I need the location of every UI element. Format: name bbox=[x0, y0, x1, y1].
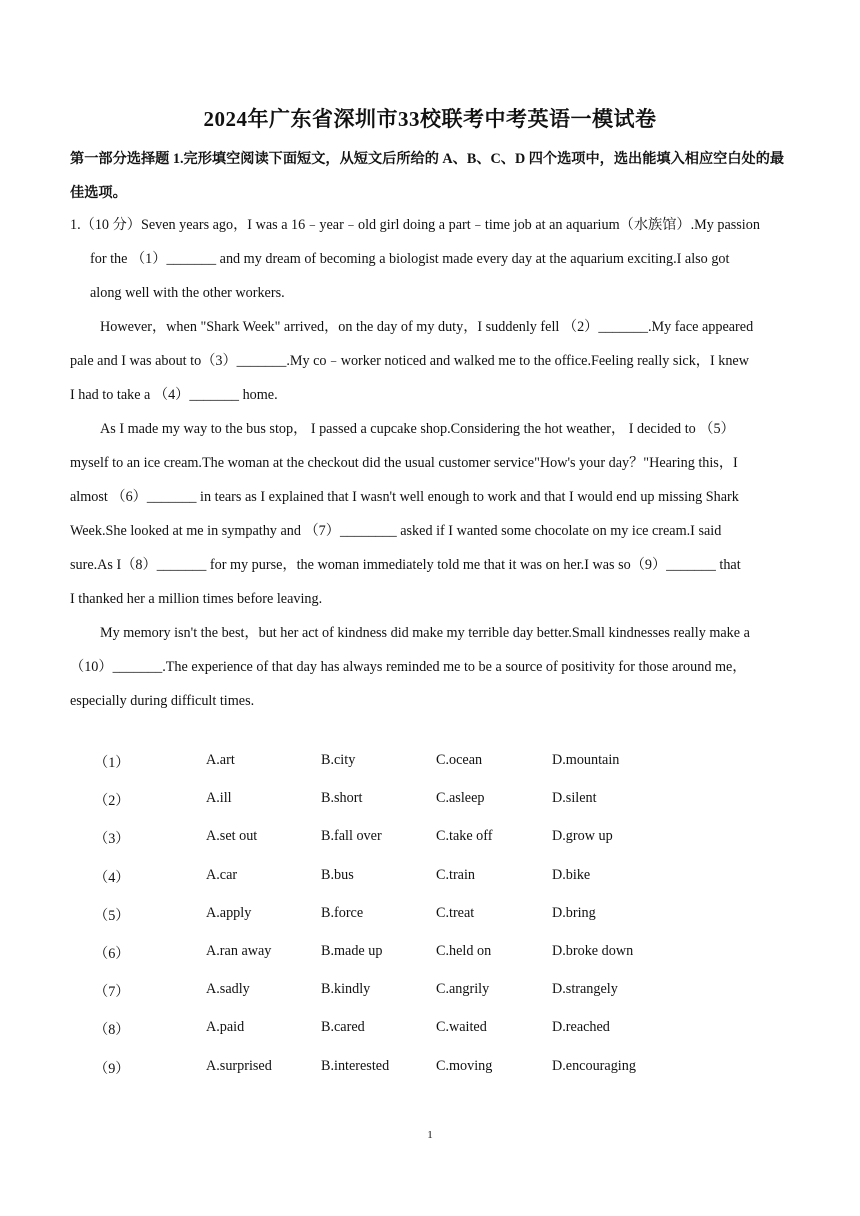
passage-line: sure.As I（8）_______ for my purse，the woman immediately told me that it was on her.I was so（9）_______ that bbox=[70, 557, 741, 573]
passage-line: Week.She looked at me in sympathy and （7）________ asked if I wanted some chocolate on my ice cream.I said bbox=[70, 523, 722, 539]
passage-line: I had to take a （4）_______ home. bbox=[70, 387, 278, 403]
passage-line: I thanked her a million times before leaving. bbox=[70, 591, 323, 607]
option-c: C.asleep bbox=[436, 790, 485, 807]
option-b: B.short bbox=[321, 790, 363, 807]
option-number: （4） bbox=[94, 869, 130, 886]
option-a: A.surprised bbox=[206, 1057, 272, 1074]
option-b: B.force bbox=[321, 904, 364, 921]
option-b: B.kindly bbox=[321, 981, 371, 998]
option-a: A.car bbox=[206, 866, 238, 883]
option-d: D.broke down bbox=[552, 942, 634, 959]
passage-line: My memory isn't the best，but her act of kindness did make my terrible day better.Small kindnesses really make a bbox=[100, 625, 750, 641]
passage-line: （10）_______.The experience of that day has always reminded me to be a source of positivity for those around me， bbox=[70, 659, 747, 675]
option-c: C.waited bbox=[436, 1019, 487, 1036]
passage-line: for the （1）_______ and my dream of becoming a biologist made every day at the aquarium exciting.I also got bbox=[90, 251, 730, 267]
section-instructions: 第一部分选择题 1.完形填空阅读下面短文，从短文后所给的 A、B、C、D 四个选项中，选出能填入相应空白处的最佳选项。 bbox=[70, 151, 785, 201]
option-a: A.paid bbox=[206, 1019, 245, 1036]
option-b: B.interested bbox=[321, 1057, 390, 1074]
option-d: D.bring bbox=[552, 904, 596, 921]
option-number: （8） bbox=[94, 1022, 130, 1039]
option-number: （5） bbox=[94, 907, 130, 924]
option-c: C.take off bbox=[436, 828, 493, 845]
option-number: （7） bbox=[94, 984, 130, 1001]
passage-line: 1.（10 分）Seven years ago，I was a 16﹣year﹣old girl doing a part﹣time job at an aquarium（水族馆）.My passion bbox=[70, 217, 760, 233]
option-a: A.art bbox=[206, 752, 235, 768]
option-number: （9） bbox=[94, 1060, 130, 1077]
option-b: B.bus bbox=[321, 866, 354, 883]
option-c: C.train bbox=[436, 866, 476, 883]
option-b: B.city bbox=[321, 752, 356, 768]
option-b: B.made up bbox=[321, 942, 383, 959]
option-c: C.moving bbox=[436, 1057, 493, 1074]
option-a: A.set out bbox=[206, 828, 258, 845]
passage-line: pale and I was about to（3）_______.My co﹣worker noticed and walked me to the office.Feeling really sick，I knew bbox=[70, 353, 749, 369]
option-d: D.encouraging bbox=[552, 1057, 636, 1074]
option-number: （1） bbox=[94, 755, 130, 771]
option-d: D.reached bbox=[552, 1019, 610, 1036]
option-number: （6） bbox=[94, 945, 130, 962]
passage-line: along well with the other workers. bbox=[90, 285, 285, 301]
option-c: C.angrily bbox=[436, 981, 490, 998]
option-d: D.strangely bbox=[552, 981, 618, 998]
option-a: A.apply bbox=[206, 904, 252, 921]
option-number: （3） bbox=[94, 831, 130, 848]
passage-line: almost （6）_______ in tears as I explained that I wasn't well enough to work and that I would end up missing Shark bbox=[70, 489, 739, 505]
option-d: D.grow up bbox=[552, 828, 613, 845]
option-c: C.held on bbox=[436, 942, 492, 959]
passage-line: myself to an ice cream.The woman at the checkout did the usual customer service"How's your day？"Hearing this，I bbox=[70, 455, 738, 471]
option-d: D.mountain bbox=[552, 752, 620, 768]
option-c: C.ocean bbox=[436, 752, 483, 768]
option-c: C.treat bbox=[436, 904, 475, 921]
option-a: A.ill bbox=[206, 790, 232, 807]
option-a: A.sadly bbox=[206, 981, 250, 998]
option-d: D.silent bbox=[552, 790, 597, 807]
option-a: A.ran away bbox=[206, 942, 272, 959]
question-passage bbox=[70, 208, 795, 718]
page-title: 2024年广东省深圳市33校联考中考英语一模试卷 bbox=[203, 107, 657, 131]
option-d: D.bike bbox=[552, 866, 591, 883]
page-number: 1 bbox=[427, 1129, 433, 1141]
option-b: B.cared bbox=[321, 1019, 365, 1036]
passage-line: As I made my way to the bus stop， I passed a cupcake shop.Considering the hot weather， I decided to （5） bbox=[100, 421, 735, 437]
passage-line: However，when "Shark Week" arrived，on the day of my duty，I suddenly fell （2）_______.My face appeared bbox=[100, 319, 754, 335]
passage-line: especially during difficult times. bbox=[70, 693, 255, 709]
option-b: B.fall over bbox=[321, 828, 382, 845]
option-number: （2） bbox=[94, 793, 130, 810]
